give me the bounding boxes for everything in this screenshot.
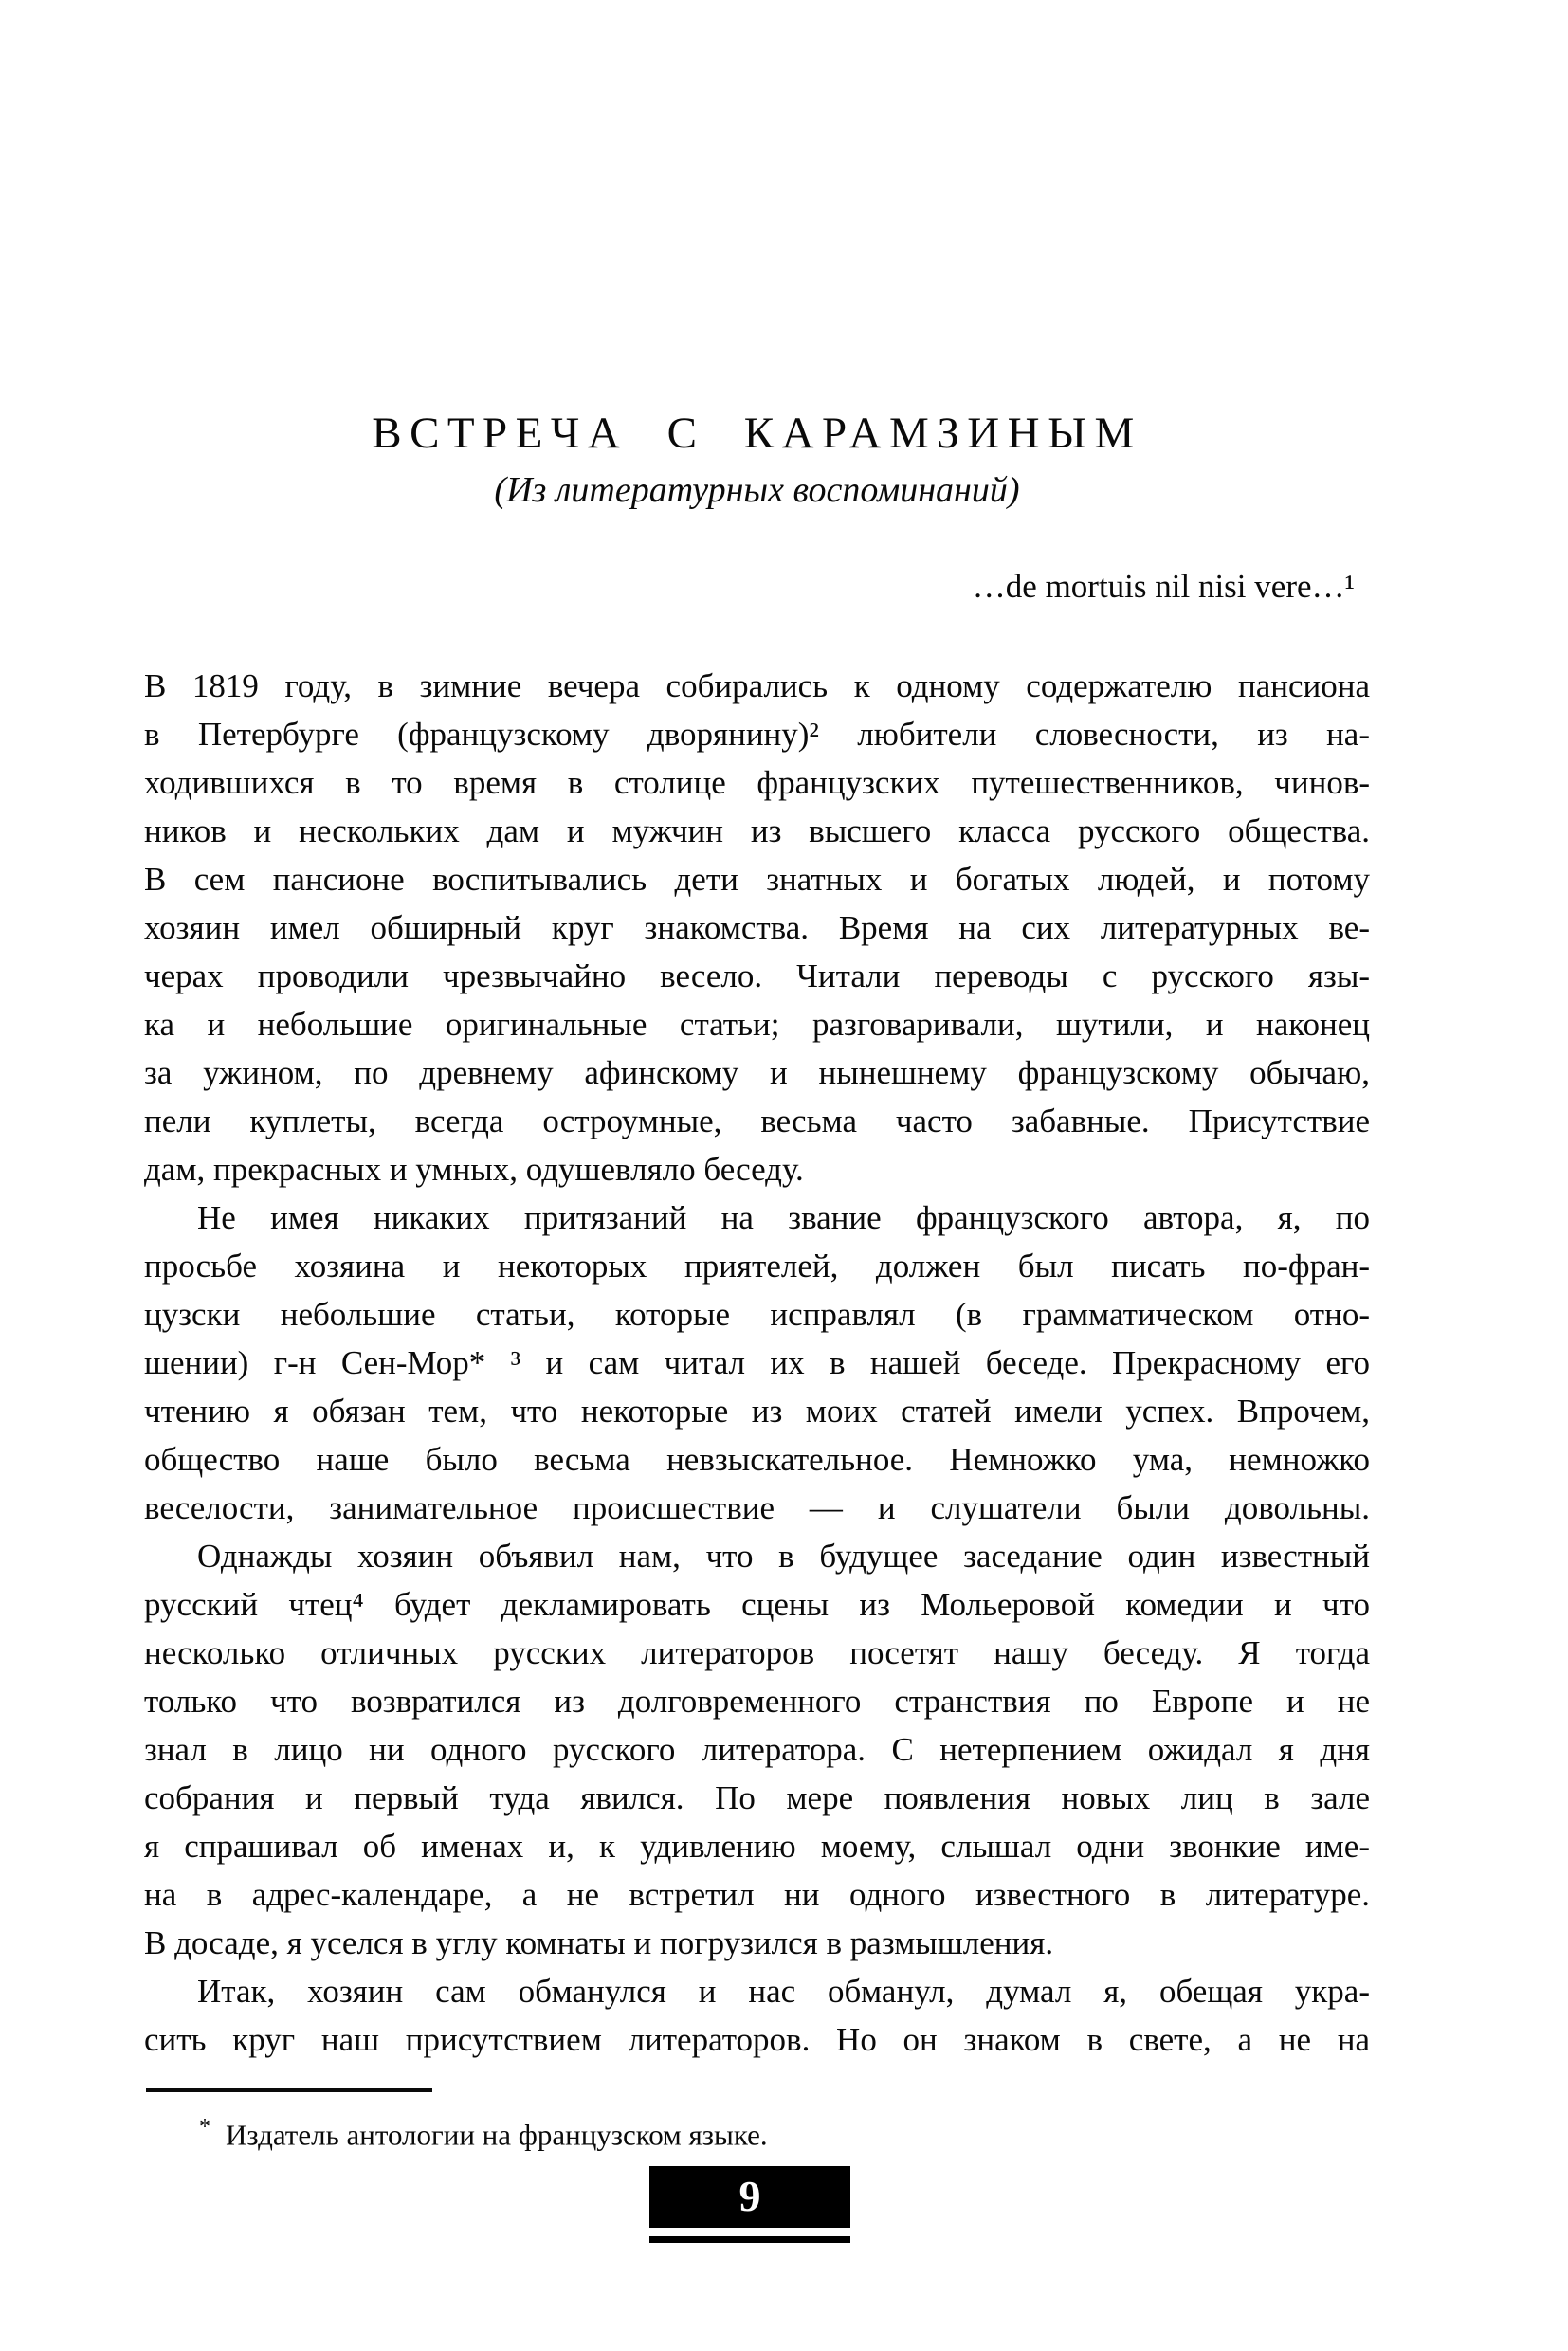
text-line: знал в лицо ни одного русского литератора. С нетерпением ожидал я дня	[144, 1731, 1370, 1768]
text-line: Однажды хозяин объявил нам, что в будущее заседание один известный	[197, 1538, 1370, 1575]
text-line: цузски небольшие статьи, которые исправлял (в грамматическом отно-	[144, 1296, 1370, 1333]
text-line: пели куплеты, всегда остроумные, весьма часто забавные. Присутствие	[144, 1103, 1370, 1139]
text-line: ников и нескольких дам и мужчин из высшего класса русского общества.	[144, 812, 1370, 849]
text-line: общество наше было весьма невзыскательное. Немножко ума, немножко	[144, 1441, 1370, 1478]
text-line: В сем пансионе воспитывались дети знатных и богатых людей, и потому	[144, 861, 1370, 898]
text-line: ка и небольшие оригинальные статьи; разговаривали, шутили, и наконец	[144, 1006, 1370, 1043]
text-line: хозяин имел обширный круг знакомства. Время на сих литературных ве-	[144, 909, 1370, 946]
page-number-box	[649, 2166, 850, 2228]
text-line: В досаде, я уселся в углу комнаты и погрузился в размышления.	[144, 1924, 1054, 1961]
footnote-marker: *	[199, 2115, 210, 2140]
text-line: русский чтец⁴ будет декламировать сцены из Мольеровой комедии и что	[144, 1586, 1370, 1623]
chapter-subtitle: (Из литературных воспоминаний)	[494, 470, 1020, 510]
text-line: несколько отличных русских литераторов посетят нашу беседу. Я тогда	[144, 1634, 1370, 1671]
text-line: дам, прекрасных и умных, одушевляло беседу.	[144, 1151, 804, 1188]
text-line: Не имея никаких притязаний на звание французского автора, я, по	[197, 1199, 1370, 1236]
text-line: в Петербурге (французскому дворянину)² любители словесности, из на-	[144, 716, 1370, 753]
text-line: на в адрес-календаре, а не встретил ни одного известного в литературе.	[144, 1876, 1370, 1913]
text-line: только что возвратился из долговременного странствия по Европе и не	[144, 1683, 1370, 1720]
footnote	[144, 2106, 1370, 2156]
footnote-text: Издатель антологии на французском языке.	[226, 2118, 768, 2152]
text-line: Итак, хозяин сам обманулся и нас обманул, думал я, обещая укра-	[197, 1973, 1370, 2010]
text-line: я спрашивал об именах и, к удивлению моему, слышал одни звонкие име-	[144, 1828, 1370, 1865]
text-line: сить круг наш присутствием литераторов. Но он знаком в свете, а не на	[144, 2021, 1370, 2058]
page-number-underline	[649, 2236, 850, 2243]
chapter-title: ВСТРЕЧА С КАРАМЗИНЫМ	[372, 409, 1142, 458]
epigraph: …de mortuis nil nisi vere…¹	[972, 568, 1355, 605]
text-line: В 1819 году, в зимние вечера собирались к одному содержателю пансиона	[144, 667, 1370, 704]
footnote-separator	[146, 2088, 432, 2092]
body-text	[144, 662, 1370, 2064]
text-line: просьбе хозяина и некоторых приятелей, должен был писать по-фран-	[144, 1248, 1370, 1285]
page-number: 9	[738, 2172, 761, 2220]
text-line: за ужином, по древнему афинскому и нынешнему французскому обычаю,	[144, 1054, 1370, 1091]
text-line: веселости, занимательное происшествие — и слушатели были довольны.	[144, 1489, 1370, 1526]
text-line: шении) г-н Сен-Мор* ³ и сам читал их в нашей беседе. Прекрасному его	[144, 1344, 1370, 1381]
text-line: чтению я обязан тем, что некоторые из моих статей имели успех. Впрочем,	[144, 1393, 1370, 1430]
text-line: собрания и первый туда явился. По мере появления новых лиц в зале	[144, 1779, 1370, 1816]
text-line: черах проводили чрезвычайно весело. Читали переводы с русского язы-	[144, 957, 1370, 994]
text-line: ходившихся в то время в столице французских путешественников, чинов-	[144, 764, 1370, 801]
